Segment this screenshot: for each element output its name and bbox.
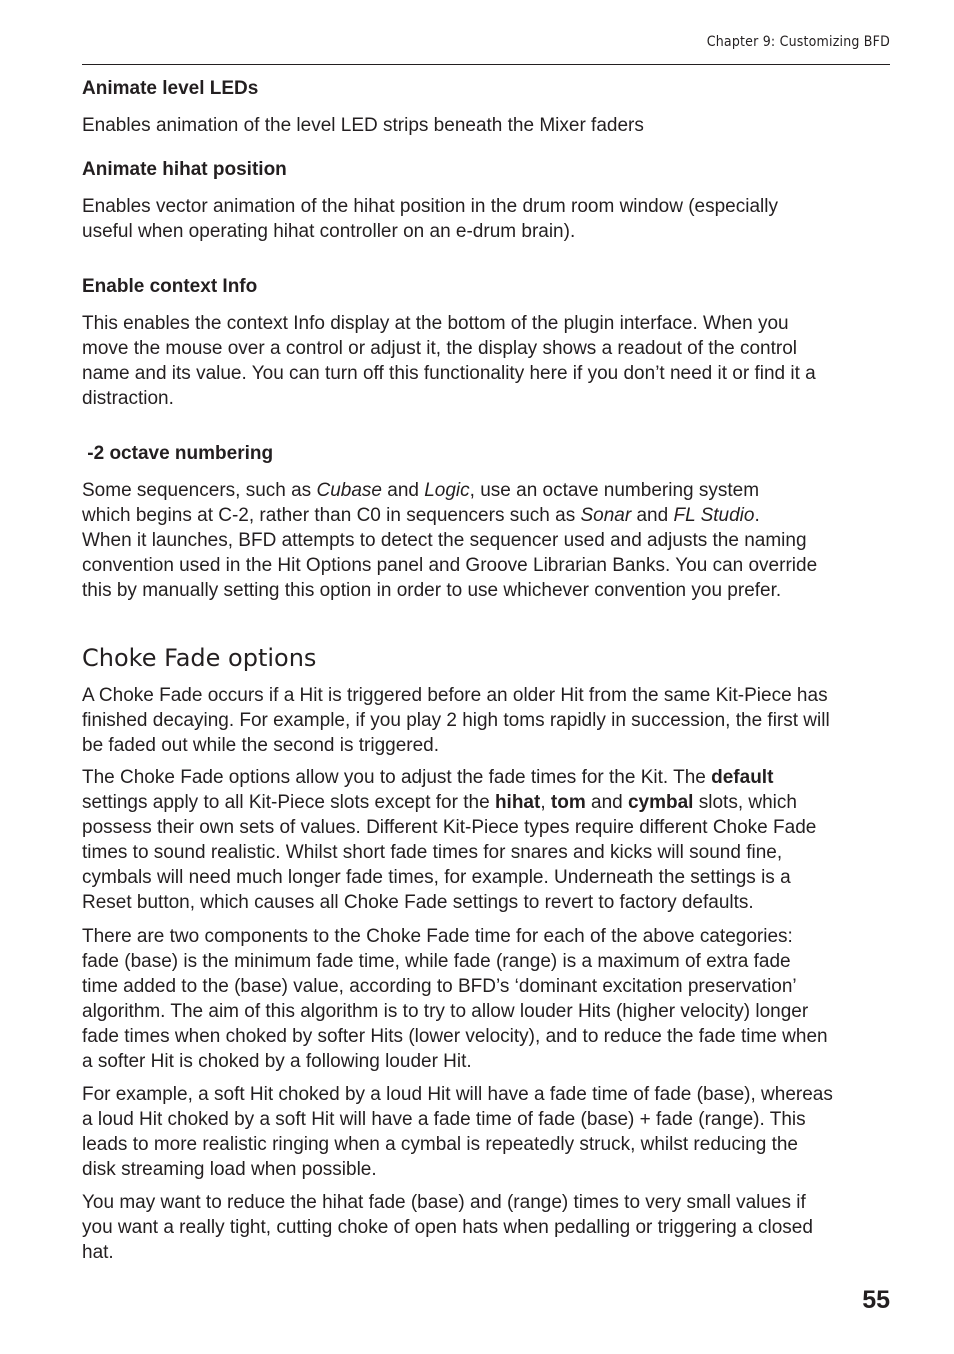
text-line: When it launches, BFD attempts to detect the sequencer used and adjusts the naming [82, 530, 807, 551]
italic-sequencer-name: Logic [424, 480, 470, 501]
text-line: finished decaying. For example, if you play 2 high toms rapidly in succession, the first will [82, 710, 830, 731]
text-line: this by manually setting this option in order to use whichever convention you prefer. [82, 580, 782, 601]
text-line: possess their own sets of values. Different Kit-Piece types require different Choke Fade [82, 817, 817, 838]
section-title-choke-fade-options: Choke Fade options [82, 644, 317, 672]
running-head: Chapter 9: Customizing BFD [706, 34, 890, 50]
text-run: , use an octave numbering system [469, 480, 760, 501]
text-line [82, 503, 890, 528]
text-run: which begins at C-2, rather than C0 in sequencers such as [82, 505, 581, 526]
paragraph-animate-level-leds [82, 113, 890, 138]
heading-animate-hihat-position: Animate hihat position [82, 159, 287, 180]
text-line: fade (base) is the minimum fade time, while fade (range) is a maximum of extra fade [82, 951, 791, 972]
paragraph-choke-components [82, 924, 890, 1074]
text-run: slots, which [693, 792, 797, 813]
text-line: algorithm. The aim of this algorithm is to try to allow louder Hits (higher velocity) longer [82, 1001, 809, 1022]
text-line: hat. [82, 1242, 114, 1263]
text-line: time added to the (base) value, according to BFD’s ‘dominant excitation preservation’ [82, 976, 797, 997]
text-line: be faded out while the second is triggered. [82, 735, 440, 756]
text-line [82, 478, 890, 503]
paragraph-choke-options [82, 765, 890, 915]
paragraph-choke-example [82, 1082, 890, 1182]
heading-enable-context-info: Enable context Info [82, 276, 258, 297]
text-line: name and its value. You can turn off this functionality here if you don’t need it or find it a [82, 363, 816, 384]
text-line: There are two components to the Choke Fade time for each of the above categories: [82, 926, 793, 947]
paragraph-octave-numbering [82, 478, 890, 603]
text-line: cymbals will need much longer fade times, for example. Underneath the settings is a [82, 867, 791, 888]
text-line [82, 790, 890, 815]
italic-sequencer-name: Sonar [580, 505, 632, 526]
heading-animate-level-leds: Animate level LEDs [82, 78, 259, 99]
text-line: For example, a soft Hit choked by a loud Hit will have a fade time of fade (base), whereas [82, 1084, 833, 1105]
bold-term-tom: tom [550, 792, 586, 813]
text-line: distraction. [82, 388, 174, 409]
heading-octave-numbering: -2 octave numbering [82, 443, 274, 464]
paragraph-choke-intro [82, 683, 890, 758]
text-line: convention used in the Hit Options panel and Groove Librarian Banks. You can override [82, 555, 818, 576]
bold-term-hihat: hihat [494, 792, 541, 813]
text-run: and [585, 792, 628, 813]
text-run: and [631, 505, 674, 526]
page-number: 55 [862, 1286, 890, 1314]
paragraph-choke-hihat-tip [82, 1190, 890, 1265]
text-line: You may want to reduce the hihat fade (base) and (range) times to very small values if [82, 1192, 806, 1213]
paragraph-enable-context-info [82, 311, 890, 411]
text-line: Enables animation of the level LED strips beneath the Mixer faders [82, 115, 644, 136]
text-line: times to sound realistic. Whilst short fade times for snares and kicks will sound fine, [82, 842, 783, 863]
text-line: Reset button, which causes all Choke Fade settings to revert to factory defaults. [82, 892, 754, 913]
text-line: fade times when choked by softer Hits (lower velocity), and to reduce the fade time when [82, 1026, 828, 1047]
text-line: disk streaming load when possible. [82, 1159, 377, 1180]
paragraph-animate-hihat-position [82, 194, 890, 244]
text-line: you want a really tight, cutting choke of open hats when pedalling or triggering a closed [82, 1217, 813, 1238]
bold-term-default: default [711, 767, 774, 788]
text-line [82, 765, 890, 790]
text-line: A Choke Fade occurs if a Hit is triggered before an older Hit from the same Kit-Piece has [82, 685, 828, 706]
text-line: useful when operating hihat controller on an e-drum brain). [82, 221, 576, 242]
header-rule [82, 64, 890, 65]
text-run: , [540, 792, 551, 813]
text-line: a loud Hit choked by a soft Hit will have a fade time of fade (base) + fade (range). This [82, 1109, 806, 1130]
italic-sequencer-name: Cubase [316, 480, 382, 501]
text-line: Enables vector animation of the hihat position in the drum room window (especially [82, 196, 778, 217]
italic-sequencer-name: FL Studio [673, 505, 755, 526]
text-run: The Choke Fade options allow you to adjust the fade times for the Kit. The [82, 767, 712, 788]
text-run: and [381, 480, 425, 501]
text-line: a softer Hit is choked by a following louder Hit. [82, 1051, 472, 1072]
text-run: settings apply to all Kit-Piece slots except for the [82, 792, 495, 813]
text-run: . [754, 505, 760, 526]
text-line: move the mouse over a control or adjust it, the display shows a readout of the control [82, 338, 797, 359]
text-line: leads to more realistic ringing when a cymbal is repeatedly struck, whilst reducing the [82, 1134, 798, 1155]
text-run: Some sequencers, such as [82, 480, 317, 501]
text-line: This enables the context Info display at the bottom of the plugin interface. When you [82, 313, 789, 334]
bold-term-cymbal: cymbal [627, 792, 694, 813]
